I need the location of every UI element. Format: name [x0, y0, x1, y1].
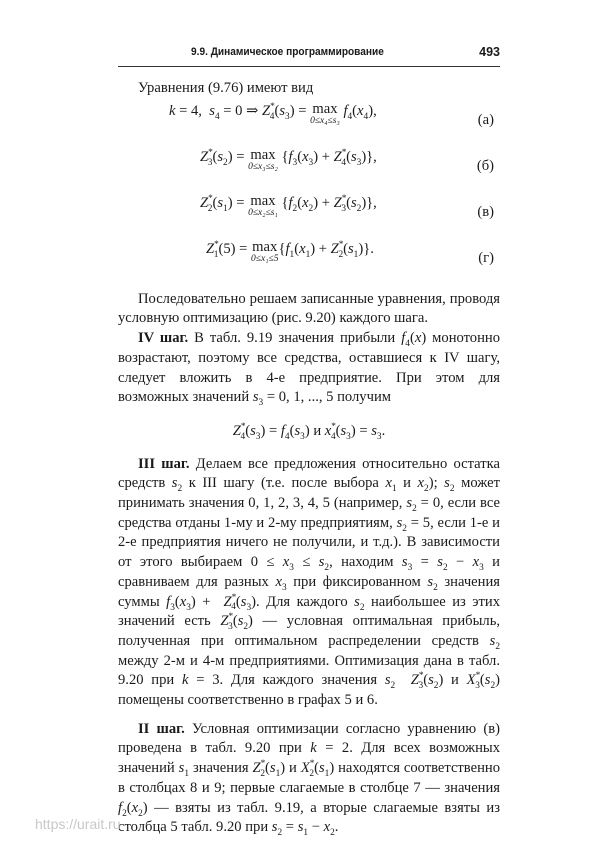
equation-v-label: (в) [477, 203, 494, 220]
intro-line: Уравнения (9.76) имеют вид [138, 80, 314, 96]
paragraph-solve: Последовательно решаем записанные уравнения, проводя условную оптимизацию (рис. 9.20) каждого шага. [118, 290, 500, 327]
step-4-formula: $Z^*_4(s_3) = f_4(s_3)$ и $x^*_4(s_3) = s_3$. [232, 422, 386, 442]
equation-v [118, 191, 500, 237]
watermark-url: https://urait.ru [35, 816, 121, 832]
equation-a-label: (а) [477, 111, 494, 128]
equation-g [118, 237, 500, 283]
step-2-title: II шаг. [138, 720, 185, 737]
equation-b-label: (б) [476, 157, 494, 174]
paragraph-step-2: II шаг. Условная оптимизации согласно уравнению (в) проведена в табл. 9.20 при k = 2. Для всех возможных значений $s_1$ значения $Z^*_2(s_1)$ и $X^*_2(s_1)$ находятся соответственно в столбцах 8 и 9; первые слагаемые в столбце 7 — значения $f_2(x_2)$ — взяты из табл. 9.19, а вторые слагаемые взяты из столбца 5 табл. 9.20 при $s_2 = s_1 - x_2$. [118, 720, 500, 839]
equation-a [118, 99, 500, 145]
running-title: 9.9. Динамическое программирование [191, 46, 384, 58]
equation-v-limit: 0≤x₂≤s₁ [248, 208, 278, 219]
equation-a-limit: 0≤x₄≤s₃ [310, 116, 340, 127]
step-4-title: IV шаг. [138, 330, 189, 347]
equation-b-math: $Z^*_3(s_2)$ = max 0≤x₃≤s₂ $\{f_3(x_3) + Z^*_4(s_3)\}$, [200, 146, 377, 173]
equation-g-label: (г) [478, 249, 494, 266]
page-number: 493 [479, 45, 500, 59]
equation-v-math: $Z^*_2(s_1)$ = max 0≤x₂≤s₁ $\{f_2(x_2) + Z^*_3(s_2)\}$, [200, 192, 377, 219]
paragraph-step-3: III шаг. Делаем все предложения относительно остатка средств $s_2$ к III шагу (т.е. после выбора $x_1$ и $x_2$); $s_2$ может принимать значения 0, 1, 2, 3, 4, 5 (например, $s_2 = 0$, если все средства отданы 1-му и 2-му предприятиям, $s_2 = 5$, если 1-е и 2-е предприятия ничего не получили, и т.д.). В зависимости от этого выбираем $0 \le x_3 \le s_2$, находим $s_3 = s_2 - x_3$ и сравниваем для разных $x_3$ при фиксированном $s_2$ значения суммы $f_3(x_3) + Z^*_4(s_3)$. Для каждого $s_2$ наибольшее из этих значений есть $Z^*_3(s_2)$ — условная оптимальная прибыль, полученная при оптимальном распределении средств $s_2$ между 2-м и 4-м предприятиями. Оптимизация дана в табл. 9.20 при k = 3. Для каждого значения $s_2$ $Z^*_3(s_2)$ и $X^*_3(s_2)$ помещены соответственно в графах 5 и 6. [118, 455, 501, 709]
equation-a-math: k = 4, $s_4 = 0$ ⇒ $Z^*_4(s_3)$ = max 0≤x₄≤s₃ $f_4(x_4)$, [169, 100, 377, 127]
equation-g-math: $Z^*_1(5)$ = max 0≤x₁≤5 $\{f_1(x_1) + Z^*_2(s_1)\}$. [206, 238, 374, 265]
equation-g-limit: 0≤x₁≤5 [251, 254, 279, 265]
equation-b-limit: 0≤x₃≤s₂ [248, 162, 278, 173]
running-header [118, 40, 500, 67]
step-3-title: III шаг. [138, 455, 190, 472]
equation-b [118, 145, 500, 191]
page-body [118, 79, 500, 838]
paragraph-step-4: IV шаг. В табл. 9.19 значения прибыли $f_4(x)$ монотонно возрастают, поэтому все средства, оставшиеся к IV шагу, следует вложить в 4-е предприятие. При этом для возможных значений $s_3 = 0$, 1, ..., 5 получим [118, 330, 501, 409]
